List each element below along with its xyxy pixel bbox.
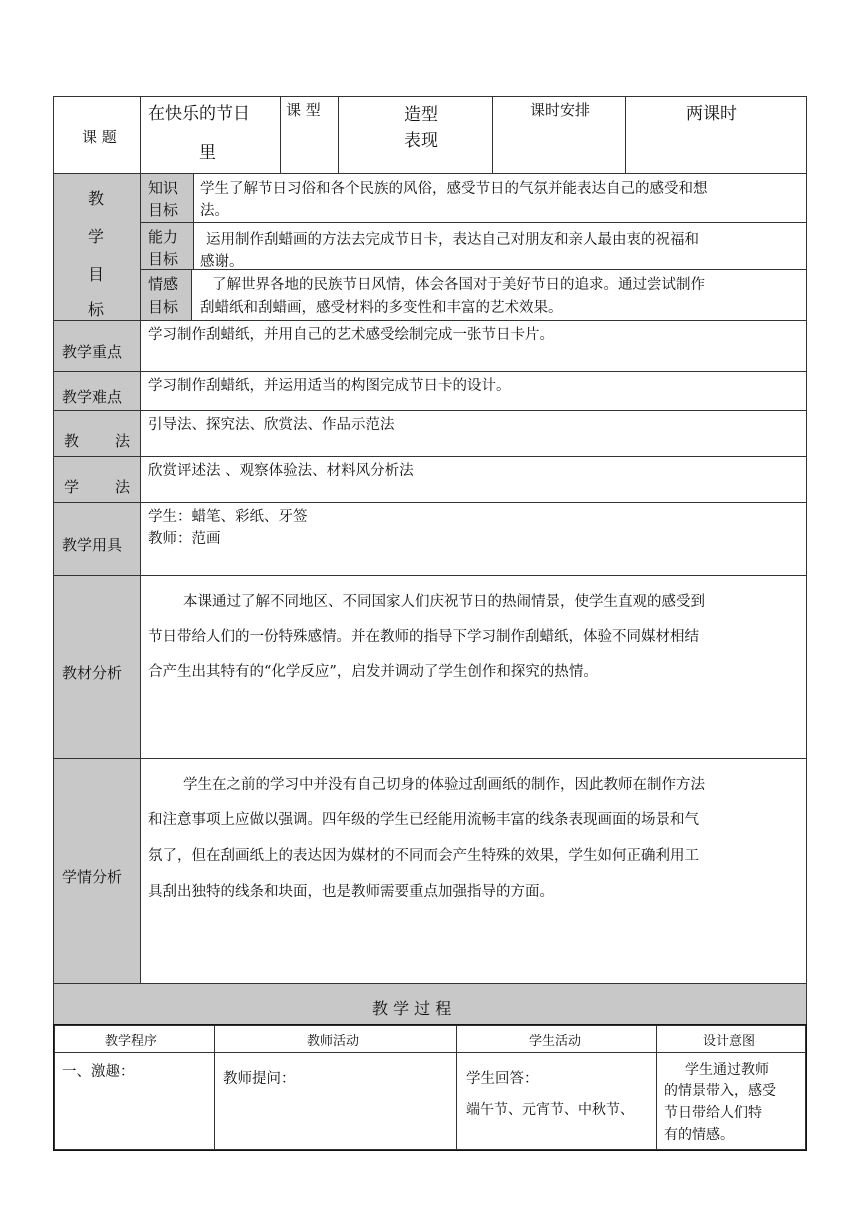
process-row1-intent-line1: 学生通过教师 — [685, 1062, 769, 1078]
learning-method-text: 欣赏评述法 、观察体验法、材料风分析法 — [148, 463, 414, 479]
material-analysis-line2: 节日带给人们的一份特殊感情。并在教师的指导下学习制作刮蜡纸，体验不同媒材相结 — [148, 629, 699, 645]
student-analysis-label: 学情分析 — [62, 868, 123, 886]
key-points-text: 学习制作刮蜡纸，并用自己的艺术感受绘制完成一张节日卡片。 — [148, 327, 554, 343]
process-row1-intent-line2: 的情景带入，感受 — [664, 1083, 776, 1099]
difficulties-label: 教学难点 — [62, 388, 123, 406]
material-analysis-line1: 本课通过了解不同地区、不同国家人们庆祝节日的热闹情景，使学生直观的感受到 — [183, 594, 705, 610]
ability-text-line1: 运用制作刮蜡画的方法去完成节日卡，表达自己对朋友和亲人最由衷的祝福和 — [206, 232, 699, 248]
material-analysis-label: 教材分析 — [62, 664, 123, 682]
emotion-label-line2: 目标 — [148, 298, 179, 316]
process-row1-step: 一、激趣： — [62, 1064, 135, 1080]
material-analysis-line3: 合产生出其特有的“化学反应”，启发并调动了学生创作和探究的热情。 — [148, 664, 598, 680]
process-header-step: 教学程序 — [105, 1034, 158, 1049]
student-analysis-line3: 氛了，但在刮画纸上的表达因为媒材的不同而会产生特殊的效果，学生如何正确利用工 — [148, 848, 699, 864]
knowledge-text-line1: 学生了解节日习俗和各个民族的风俗，感受节日的气氛并能表达自己的感受和想 — [200, 181, 708, 197]
tools-line2: 教师：范画 — [148, 531, 221, 547]
key-points-label: 教学重点 — [62, 343, 123, 361]
emotion-label-line1: 情感 — [148, 275, 179, 293]
process-row1-student-line2: 端午节、元宵节、中秋节、 — [466, 1102, 634, 1118]
knowledge-label-line1: 知识 — [148, 179, 179, 197]
ability-text-line2: 感谢。 — [200, 254, 244, 270]
process-header-intent: 设计意图 — [703, 1034, 756, 1049]
topic-label: 课 题 — [82, 128, 117, 146]
type-label: 课 型 — [286, 101, 321, 119]
emotion-text-line1: 了解世界各地的民族节日风情，体会各国对于美好节日的追求。通过尝试制作 — [212, 277, 705, 293]
process-row1-student-line1: 学生回答： — [466, 1071, 539, 1087]
teaching-method-label-b: 法 — [115, 432, 131, 450]
ability-label-line1: 能力 — [148, 228, 179, 246]
student-analysis-line2: 和注意事项上应做以强调。四年级的学生已经能用流畅丰富的线条表现画面的场景和气 — [148, 812, 699, 828]
hours-value: 两课时 — [686, 104, 737, 124]
learning-method-label-b: 法 — [115, 478, 131, 496]
difficulties-text: 学习制作刮蜡纸，并运用适当的构图完成节日卡的设计。 — [148, 378, 511, 394]
topic-value-line2: 里 — [199, 143, 216, 163]
process-row1-teacher: 教师提问： — [223, 1071, 296, 1087]
teaching-method-label-a: 教 — [64, 432, 80, 450]
objectives-char-1: 教 — [88, 189, 105, 208]
tools-label: 教学用具 — [62, 536, 123, 554]
hours-label: 课时安排 — [530, 101, 591, 119]
objectives-char-4: 标 — [88, 300, 105, 319]
teaching-method-text: 引导法、探究法、欣赏法、作品示范法 — [148, 417, 395, 433]
process-title: 教 学 过 程 — [372, 999, 452, 1018]
type-value-line2: 表现 — [404, 131, 438, 151]
knowledge-label-line2: 目标 — [148, 201, 179, 219]
topic-value-line1: 在快乐的节日 — [148, 104, 250, 124]
objectives-char-2: 学 — [88, 227, 105, 246]
tools-line1: 学生：蜡笔、彩纸、牙签 — [148, 509, 308, 525]
student-analysis-line1: 学生在之前的学习中并没有自己切身的体验过刮画纸的制作，因此教师在制作方法 — [183, 777, 705, 793]
process-header-teacher: 教师活动 — [307, 1034, 360, 1049]
learning-method-label-a: 学 — [64, 478, 80, 496]
process-row1-intent-line4: 有的情感。 — [664, 1127, 734, 1143]
emotion-text-line2: 刮蜡纸和刮蜡画，感受材料的多变性和丰富的艺术效果。 — [200, 300, 563, 316]
objectives-char-3: 目 — [88, 265, 105, 284]
process-row1-intent-line3: 节日带给人们特 — [664, 1105, 762, 1121]
knowledge-text-line2: 法。 — [200, 203, 229, 219]
process-header-student: 学生活动 — [529, 1034, 582, 1049]
student-analysis-line4: 具刮出独特的线条和块面，也是教师需要重点加强指导的方面。 — [148, 884, 554, 900]
type-value-line1: 造型 — [404, 105, 438, 125]
ability-label-line2: 目标 — [148, 250, 179, 268]
